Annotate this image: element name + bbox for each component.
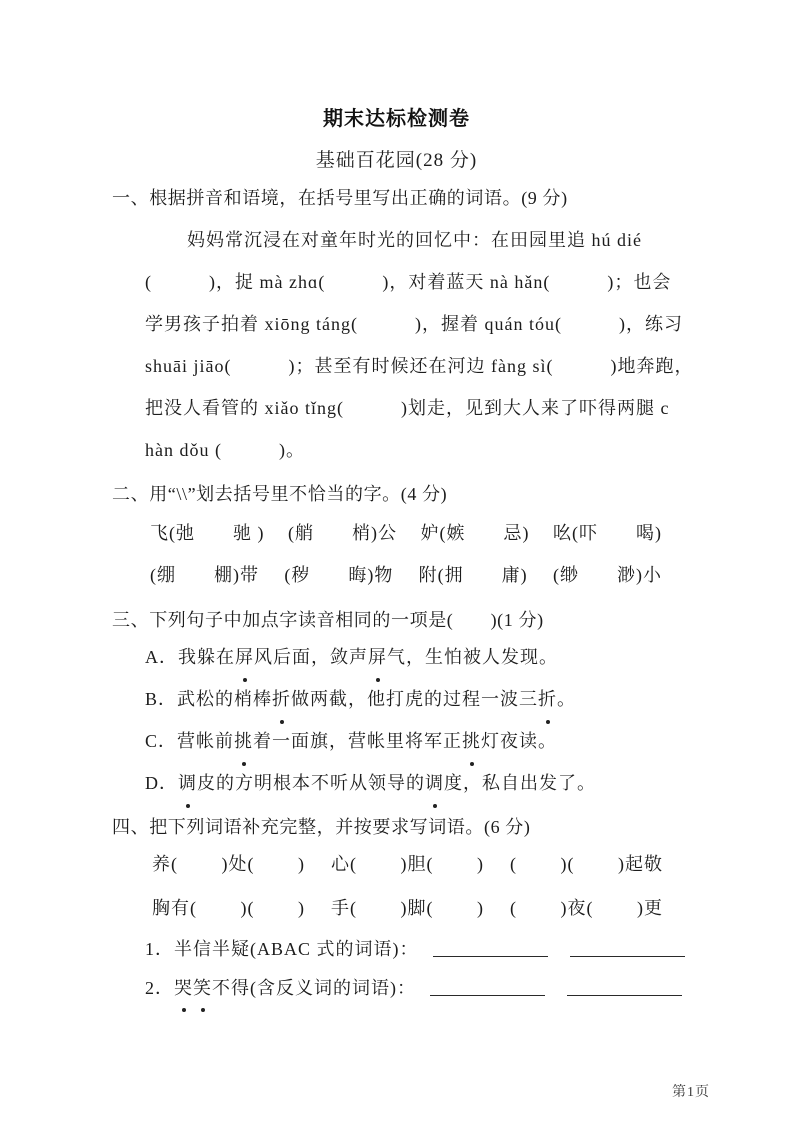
word-choice-cell: 吆(吓 喝) (553, 523, 662, 543)
idiom-cell: 胸有( )( ) (152, 898, 305, 918)
q1-pinyin-paragraph (145, 219, 693, 471)
pinyin-line-2: ( )，捉 mà zhɑ( )，对着蓝天 nà hǎn( )；也会 (145, 272, 672, 292)
word-choice-cell: (绷 棚)带 (150, 565, 259, 585)
option-label: D． (145, 773, 178, 793)
word-choice-cell: 妒(嫉 忌) (420, 523, 530, 543)
option-label: B． (145, 689, 178, 709)
item-text: 半信半疑(ABAC 式的词语)： (174, 939, 419, 959)
q4-heading: 四、把下列词语补充完整，并按要求写词语。(6 分) (112, 817, 531, 837)
idiom-cell: 手( )脚( ) (331, 898, 484, 918)
option-text: 营帐前挑着一面旗，营帐里将军正挑灯夜读。 (177, 731, 557, 751)
section-subtitle: 基础百花园(28 分) (315, 150, 478, 171)
option-b (145, 678, 596, 720)
option-text: 武松的梢棒折做两截，他打虎的过程一波三折。 (177, 689, 576, 709)
word-choice-cell: 附(拥 庸) (418, 565, 528, 585)
answer-blank[interactable] (433, 938, 548, 957)
item-number: 2． (145, 978, 174, 998)
option-c (145, 720, 596, 762)
q1-heading: 一、根据拼音和语境，在括号里写出正确的词语。(9 分) (112, 188, 568, 208)
q2-heading: 二、用“\\”划去括号里不恰当的字。(4 分) (112, 484, 448, 504)
option-text: 调皮的方明根本不听从领导的调度，私自出发了。 (178, 773, 596, 793)
answer-blank[interactable] (567, 977, 682, 996)
pinyin-line-3: 学男孩子拍着 xiōng táng( )，握着 quán tóu( )，练习 (145, 314, 683, 334)
pinyin-line-5: 把没人看管的 xiǎo tǐng( )划走，见到大人来了吓得两腿 c (145, 398, 670, 418)
item-number: 1． (145, 939, 174, 959)
option-label: C． (145, 731, 178, 751)
word-choice-cell: (艄 梢)公 (288, 523, 397, 543)
pinyin-line-6: hàn dǒu ( )。 (145, 440, 305, 460)
q3-heading: 三、下列句子中加点字读音相同的一项是( )(1 分) (112, 610, 544, 630)
option-d (145, 762, 596, 804)
idiom-cell: ( )( )起敬 (510, 854, 663, 874)
page-title: 期末达标检测卷 (323, 108, 470, 130)
idiom-cell: ( )夜( )更 (510, 898, 663, 918)
option-a (145, 636, 596, 678)
q4-row-1 (152, 842, 663, 886)
pinyin-line-4: shuāi jiāo( )；甚至有时候还在河边 fàng sì( )地奔跑， (145, 356, 694, 376)
q2-row-2 (150, 554, 662, 596)
page-number: 第1页 (672, 1085, 710, 1100)
answer-blank[interactable] (570, 938, 685, 957)
idiom-cell: 养( )处( ) (152, 854, 305, 874)
word-choice-cell: 飞(弛 驰 ) (150, 523, 265, 543)
q2-word-choices (150, 512, 662, 596)
option-label: A． (145, 647, 178, 667)
item-text: 哭笑不得(含反义词的词语)： (174, 978, 416, 998)
pinyin-line-1: 妈妈常沉浸在对童年时光的回忆中：在田园里追 hú dié (187, 230, 642, 250)
idiom-cell: 心( )胆( ) (331, 854, 484, 874)
q4-sub-items (145, 930, 685, 1008)
q3-options (145, 636, 596, 804)
answer-blank[interactable] (430, 977, 545, 996)
q4-row-2 (152, 886, 663, 930)
q4-item-2 (145, 969, 685, 1008)
word-choice-cell: (缈 渺)小 (552, 565, 662, 585)
q4-item-1 (145, 930, 685, 969)
q2-row-1 (150, 512, 662, 554)
word-choice-cell: (秽 晦)物 (284, 565, 394, 585)
q4-idiom-rows (152, 842, 663, 930)
option-text: 我躲在屏风后面，敛声屏气，生怕被人发现。 (178, 647, 558, 667)
